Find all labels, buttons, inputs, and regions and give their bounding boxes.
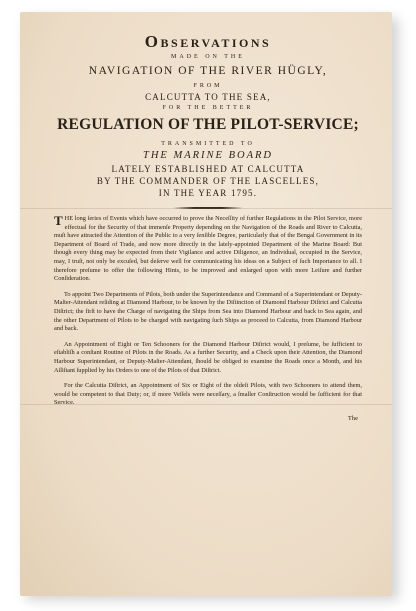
- document-title: Observations: [144, 32, 272, 51]
- subtitle-made-on: MADE ON THE: [171, 54, 245, 60]
- paragraph-1: [54, 215, 362, 284]
- drop-cap: T: [54, 213, 63, 228]
- subtitle-route: CALCUTTA TO THE SEA,: [145, 92, 271, 102]
- paragraph-4: For the Calcutta Diſtrict, an Appointment of Six or Eight of the oldeſt Pilots, with two Schooners to attend them, would be competent to that Duty; or, if more Veſſels were neceſſary, a ſmaller Conſtruction would be ſufficient for that Service.: [54, 382, 362, 407]
- subtitle-established: LATELY ESTABLISHED AT CALCUTTA: [111, 164, 305, 174]
- subtitle-commander: BY THE COMMANDER OF THE LASCELLES,: [96, 176, 320, 186]
- fold-line: [20, 208, 392, 209]
- paragraph-3: An Appointment of Eight or Ten Schooners for the Diamond Harbour Diſtrict would, I preſume, be ſufficient to eſtabliſh a conſtant Routine of Pilots in the Roads. As a further Security, and a Check upon their Attention, the Diamond Harbour Superintendant, or Deputy-Maſter-Attendant, ſhould be obliged to examine the Roads once a Month, and his Aſſiſtant ſupplied by his Orders to one of the Pilots of that Diſtrict.: [54, 340, 362, 374]
- paragraph-text: HE long ſeries of Events which have occurred to prove the Neceſſity of further Regulations in the Pilot Service, more effectual for the Security of that immenſe Property depending on the Navigation of the Roads and River to Calcutta, muſt have attracted the Attention of the Public to a very ſenſible Degree, particularly that of the Bengal Government in its Department of Board of Trade, and now more directly in the lately-appointed Department of the Marine Board: But though every thing may be expected from their Vigilance and active Diligence, an Individual, occupied in the Service, may, I truſt, not only be excuſed, but deſerve well for communicating his ideas on a Subject of ſuch Importance to all. I therefore preſume to offer the following Hints, to be improved and enlarged upon with more Leiſure and further Conſideration.: [54, 215, 362, 283]
- subtitle-from: FROM: [193, 83, 223, 89]
- subtitle-transmitted: TRANSMITTED TO: [161, 141, 255, 147]
- subtitle-regulation: REGULATION OF THE PILOT-SERVICE;: [57, 116, 359, 133]
- subtitle-for-the-better: FOR THE BETTER: [162, 105, 254, 111]
- subtitle-navigation: NAVIGATION OF THE RIVER HÜGLY,: [88, 65, 328, 77]
- subtitle-year: IN THE YEAR 1795.: [158, 188, 258, 198]
- catchword: The: [347, 414, 358, 422]
- fold-line: [20, 404, 392, 405]
- paragraph-2: To appoint Two Departments of Pilots, both under the Superintendance and Command of a Superintendant or Deputy-Maſter-Attendant reſiding at Diamond Harbour, to be known by the Diſtinction of Diamond Harbour Diſtrict and Calcutta Diſtrict; the firſt to have the Charge of navigating the Ships from Sea into Diamond Harbour and back to Sea again, and the other Department of Pilots to be charged with navigating ſuch Ships as proceed to Calcutta, from Diamond Harbour and back.: [54, 290, 362, 333]
- document-page: [20, 12, 392, 596]
- subtitle-board: THE MARINE BOARD: [143, 150, 273, 161]
